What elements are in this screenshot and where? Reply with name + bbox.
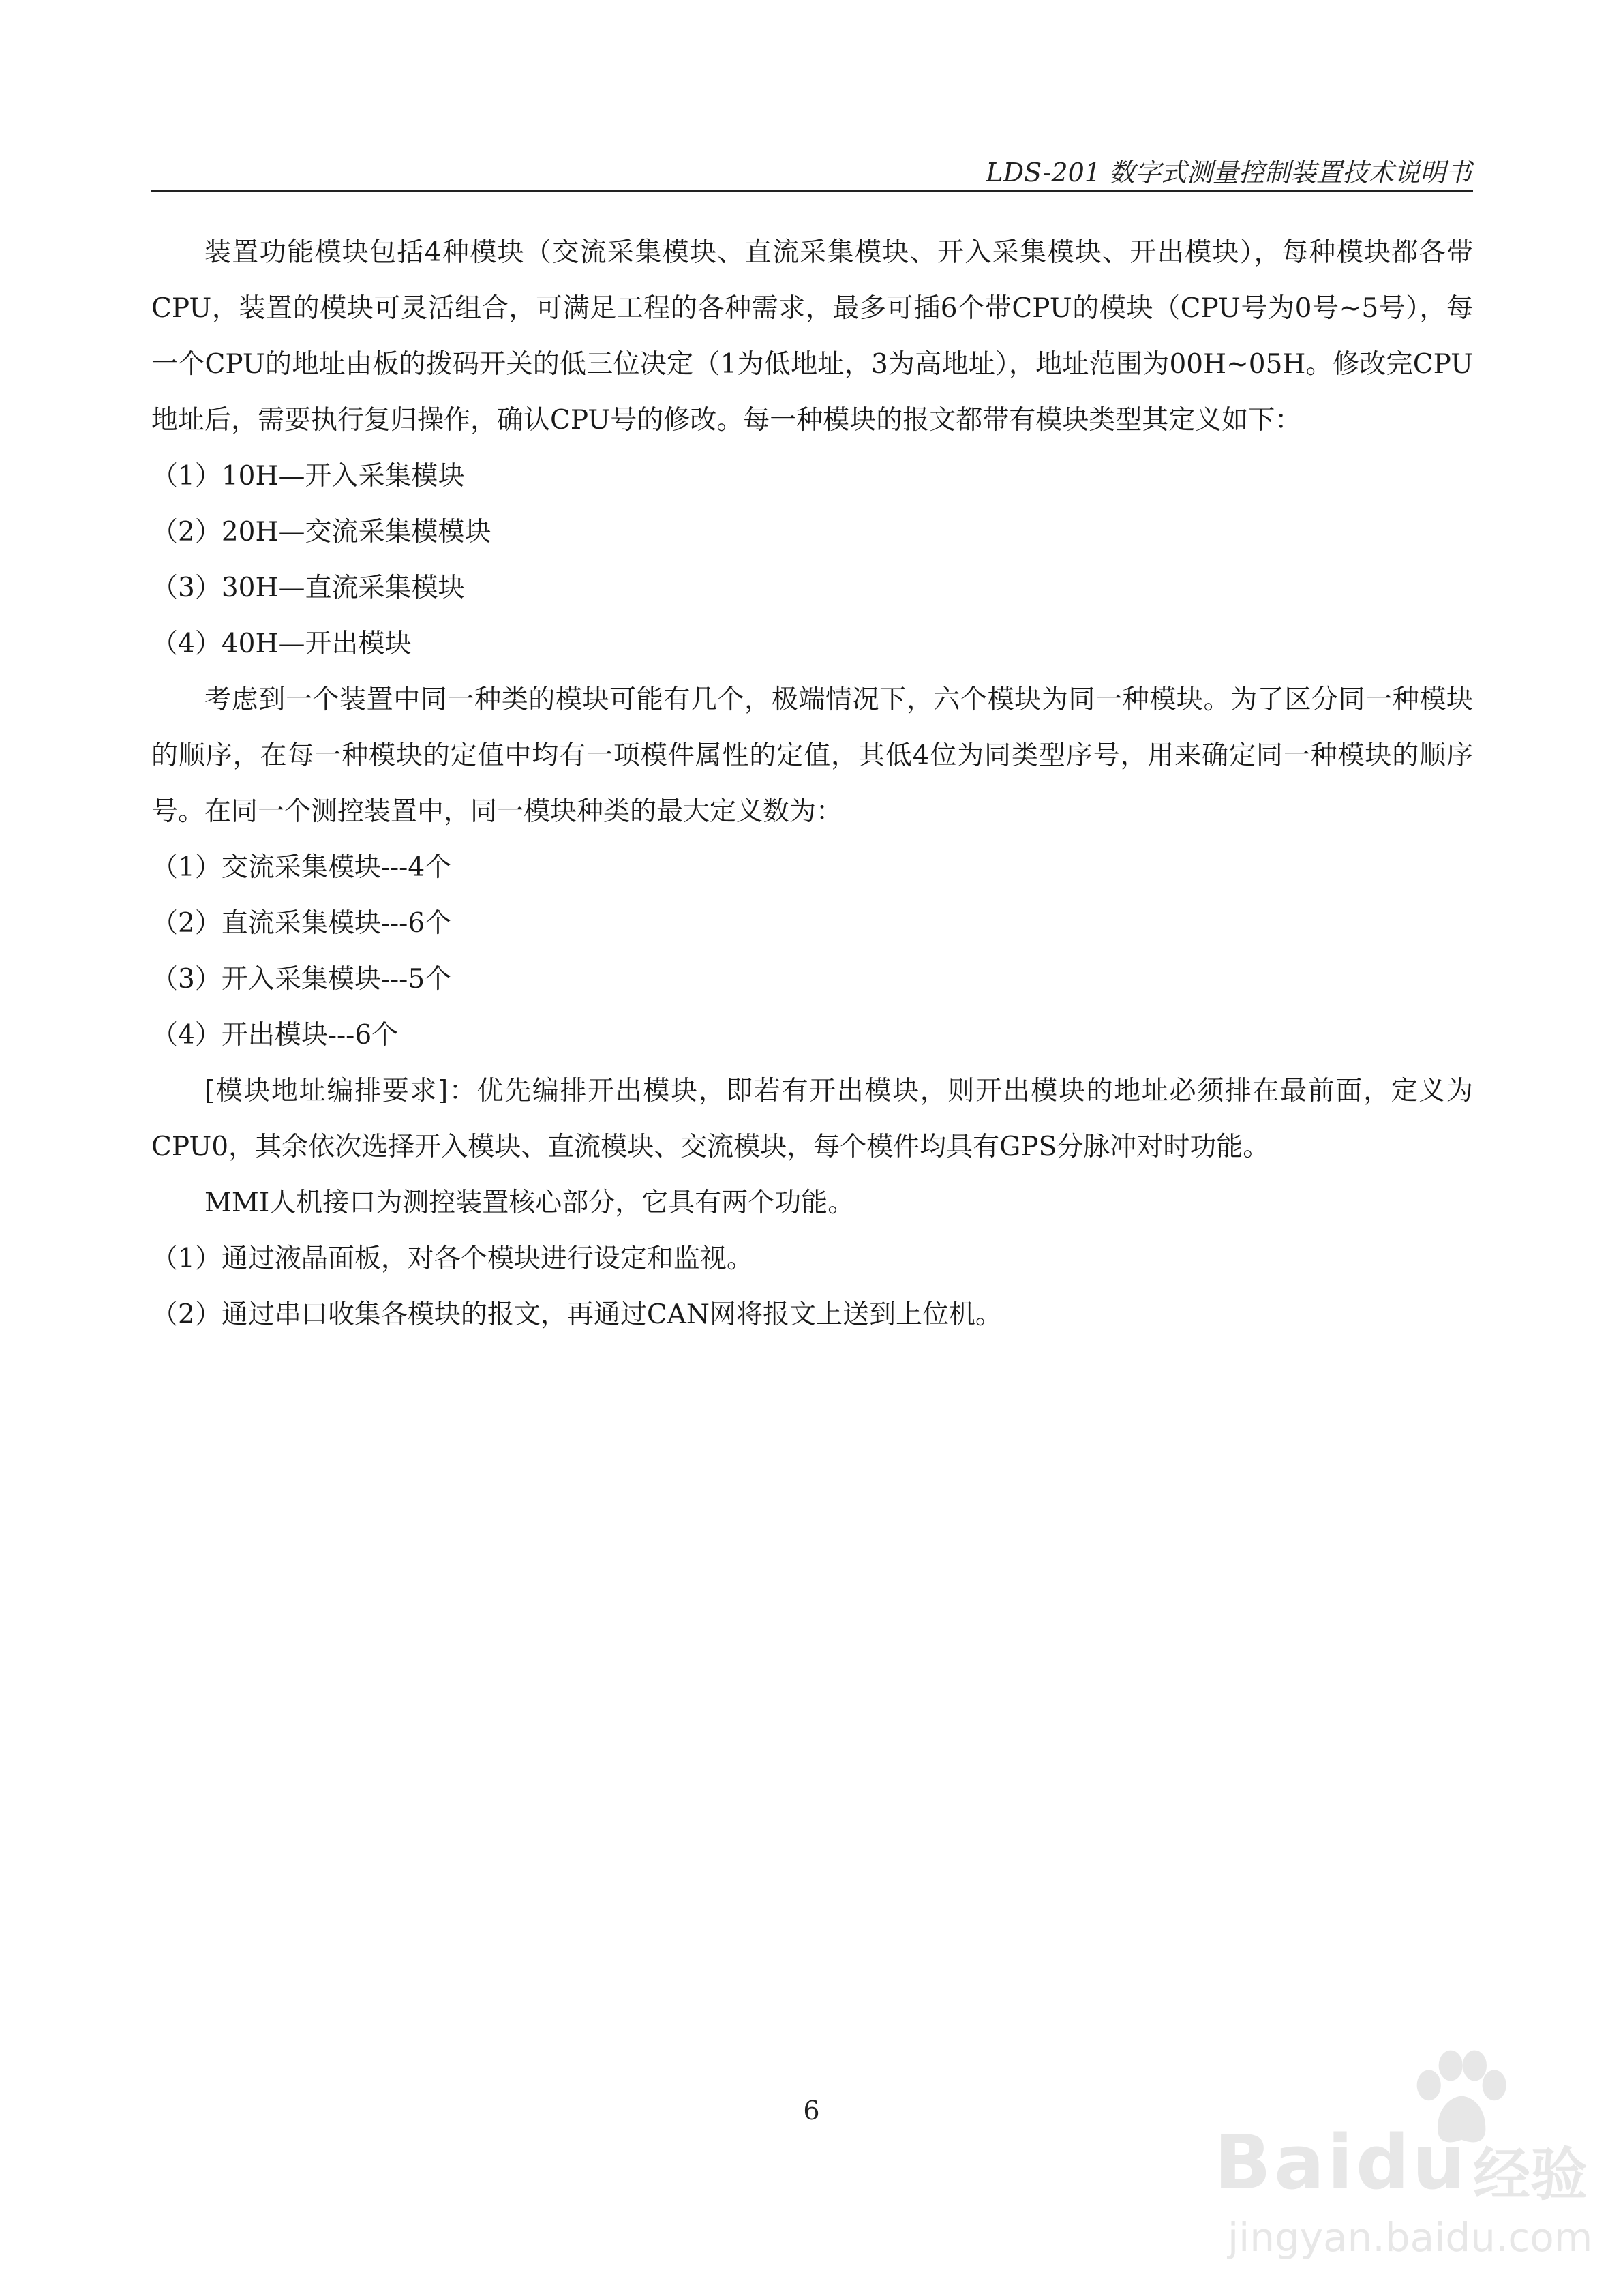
list-item-type-1: （1）10H—开入采集模块 [151, 461, 465, 492]
paragraph-module-order: 考虑到一个装置中同一种类的模块可能有几个，极端情况下，六个模块为同一种模块。为了区分同一种模块的顺序，在每一种模块的定值中均有一项模件属性的定值，其低4位为同类型序号，用来确定同一种模块的顺序号。在同一个测控装置中，同一模块种类的最大定义数为： [151, 684, 1473, 827]
header-rule [151, 190, 1473, 192]
paragraph-module-overview: 装置功能模块包括4种模块（交流采集模块、直流采集模块、开入采集模块、开出模块），每种模块都各带CPU，装置的模块可灵活组合，可满足工程的各种需求，最多可插6个带CPU的模块（CPU号为0号~5号），每一个CPU的地址由板的拨码开关的低三位决定（1为低地址，3为高地址），地址范围为00H~05H。修改完CPU地址后，需要执行复归操作，确认CPU号的修改。每一种模块的报文都带有模块类型其定义如下： [151, 237, 1473, 436]
list-item-function-1: （1）通过液晶面板，对各个模块进行设定和监视。 [151, 1243, 753, 1274]
watermark-jingyan: 经验 [1473, 2141, 1588, 2208]
page-number: 6 [803, 2096, 820, 2126]
watermark-url: jingyan.baidu.com [1228, 2214, 1593, 2261]
list-item-count-3: （3）开入采集模块---5个 [151, 964, 452, 995]
list-item-count-1: （1）交流采集模块---4个 [151, 852, 452, 883]
list-item-type-2: （2）20H—交流采集模模块 [151, 517, 491, 547]
list-item-function-2: （2）通过串口收集各模块的报文，再通过CAN网将报文上送到上位机。 [151, 1299, 1002, 1330]
baidu-jingyan-watermark [1200, 2044, 1593, 2269]
body-text [151, 225, 1473, 1343]
watermark-brand: Baidu [1214, 2119, 1468, 2206]
paragraph-address-requirement: [模块地址编排要求]：优先编排开出模块，即若有开出模块，则开出模块的地址必须排在最前面，定义为CPU0，其余依次选择开入模块、直流模块、交流模块，每个模件均具有GPS分脉冲对时功能。 [151, 1076, 1473, 1162]
list-item-type-3: （3）30H—直流采集模块 [151, 573, 465, 603]
header-title: LDS-201 数字式测量控制装置技术说明书 [986, 157, 1472, 187]
list-item-count-2: （2）直流采集模块---6个 [151, 908, 452, 939]
list-item-count-4: （4）开出模块---6个 [151, 1020, 399, 1051]
paragraph-mmi: MMI人机接口为测控装置核心部分，它具有两个功能。 [204, 1188, 855, 1218]
list-item-type-4: （4）40H—开出模块 [151, 629, 412, 659]
